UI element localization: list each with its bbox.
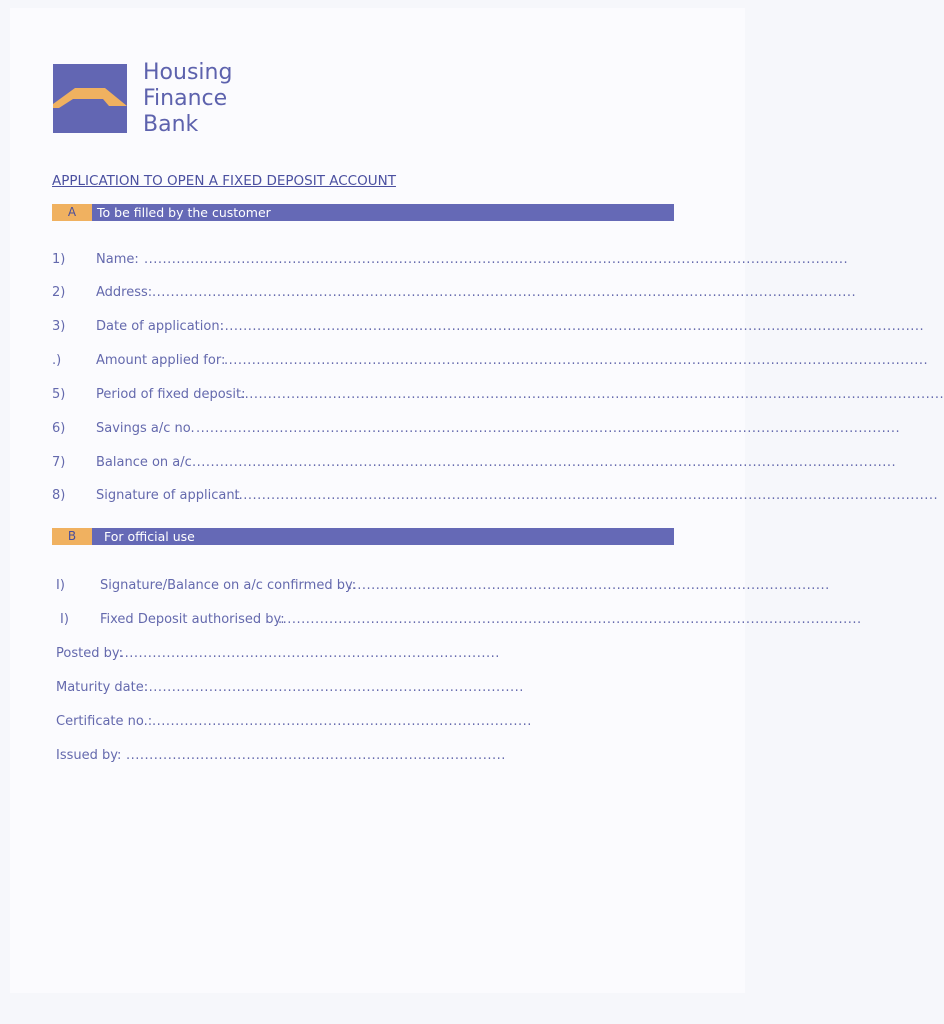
- field-number: 3): [52, 319, 66, 334]
- field-number: 1): [52, 252, 66, 267]
- section-b-label: For official use: [104, 529, 195, 544]
- field-balance[interactable]: [52, 455, 897, 473]
- field-maturity-date[interactable]: [56, 680, 524, 698]
- fill-line: ........................................................................................................................................................: [196, 421, 901, 436]
- field-label: Posted by:: [56, 646, 123, 661]
- fill-line: ........................................................................................................: [348, 578, 830, 593]
- field-period-of-deposit[interactable]: [52, 387, 944, 405]
- field-posted-by[interactable]: [56, 646, 500, 664]
- fill-line: ........................................................................................................................................................: [144, 252, 849, 267]
- bank-name-line-2: Finance: [143, 86, 228, 111]
- field-label: Fixed Deposit authorised by:: [100, 612, 285, 627]
- field-date-of-application[interactable]: [52, 319, 925, 337]
- field-savings-account[interactable]: [52, 421, 901, 439]
- fill-line: ..................................................................................: [120, 646, 500, 661]
- bank-name-line-1: Housing: [143, 60, 233, 85]
- field-label: Address:: [96, 285, 153, 300]
- field-label: Signature of applicant: [96, 488, 240, 503]
- bank-logo: [53, 64, 127, 133]
- field-label: Savings a/c no.: [96, 421, 195, 436]
- field-number: I): [60, 612, 69, 627]
- field-issued-by[interactable]: [56, 748, 506, 766]
- field-number: 7): [52, 455, 66, 470]
- field-number: 2): [52, 285, 66, 300]
- section-a-label: To be filled by the customer: [97, 205, 271, 220]
- field-address[interactable]: [52, 285, 857, 303]
- field-certificate-no[interactable]: [56, 714, 532, 732]
- field-label: Name:: [96, 252, 139, 267]
- field-label: Maturity date:: [56, 680, 149, 695]
- field-deposit-authorised[interactable]: [60, 612, 862, 630]
- fill-line: ..................................................................................: [152, 714, 532, 729]
- field-number: I): [56, 578, 65, 593]
- field-label: Issued by:: [56, 748, 122, 763]
- fill-line: ..................................................................................: [144, 680, 524, 695]
- section-b-letter: B: [52, 528, 92, 545]
- field-name[interactable]: [52, 252, 849, 270]
- bank-name: [143, 60, 232, 138]
- fill-line: ..................................................................................: [126, 748, 506, 763]
- field-label: Certificate no.:: [56, 714, 153, 729]
- section-b-header: [52, 528, 674, 545]
- field-number: 5): [52, 387, 66, 402]
- fill-line: ........................................................................................................................................................: [240, 387, 944, 402]
- field-label: Signature/Balance on a/c confirmed by:: [100, 578, 357, 593]
- field-label: Period of fixed deposit:: [96, 387, 246, 402]
- field-number: 8): [52, 488, 66, 503]
- form-title: APPLICATION TO OPEN A FIXED DEPOSIT ACCOUNT: [52, 173, 396, 189]
- field-label: Date of application:: [96, 319, 224, 334]
- field-signature[interactable]: [52, 488, 939, 506]
- fill-line: ..............................................................................................................................: [278, 612, 862, 627]
- fill-line: ........................................................................................................................................................: [234, 488, 939, 503]
- field-number: 6): [52, 421, 66, 436]
- section-a-header: [52, 204, 674, 221]
- fill-line: ........................................................................................................................................................: [220, 319, 925, 334]
- bank-name-line-3: Bank: [143, 112, 199, 137]
- field-label: Amount applied for:: [96, 353, 226, 368]
- field-signature-confirmed[interactable]: [56, 578, 830, 596]
- field-amount-applied[interactable]: [52, 353, 929, 371]
- section-a-letter: A: [52, 204, 92, 221]
- field-number: .): [52, 353, 62, 368]
- field-label: Balance on a/c: [96, 455, 192, 470]
- fill-line: ........................................................................................................................................................: [192, 455, 897, 470]
- fill-line: ........................................................................................................................................................: [224, 353, 929, 368]
- fill-line: ........................................................................................................................................................: [152, 285, 857, 300]
